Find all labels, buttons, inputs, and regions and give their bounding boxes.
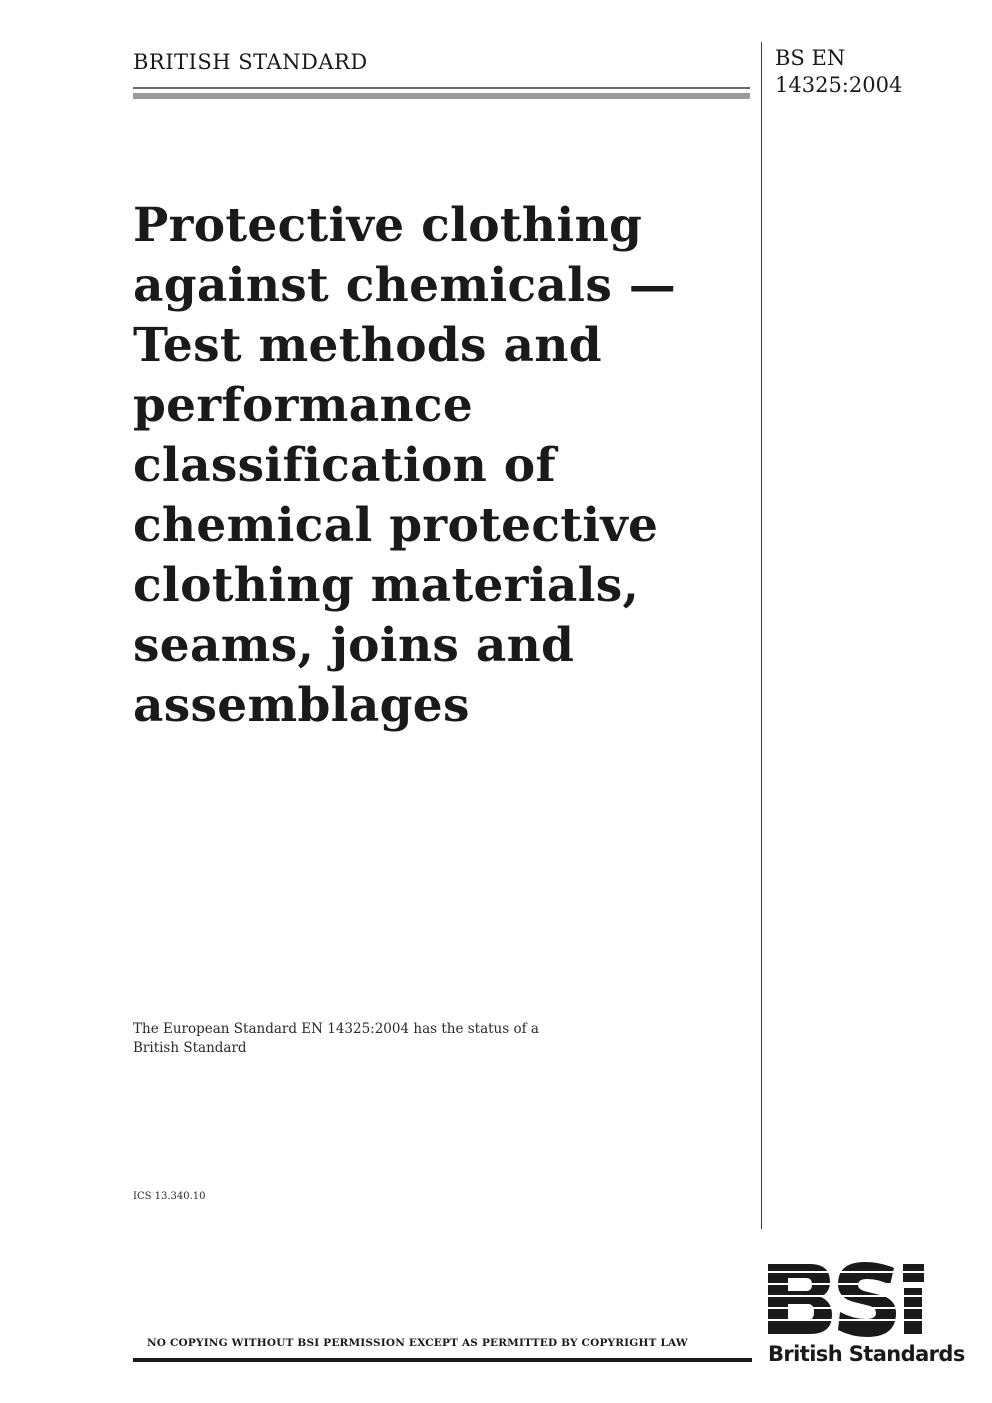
bsi-logo-caption: British Standards: [768, 1342, 965, 1366]
title-line: Protective clothing: [133, 198, 643, 253]
title-line: seams, joins and: [133, 618, 575, 673]
header-rule-thin: [133, 87, 750, 89]
footer-rule: [133, 1358, 752, 1362]
bsi-logo: [764, 1258, 965, 1372]
document-number-line-2: 14325:2004: [775, 73, 903, 97]
title-line: assemblages: [133, 678, 470, 733]
document-number: [775, 45, 902, 99]
status-note-line-2: British Standard: [133, 1040, 247, 1056]
document-number-line-1: BS EN: [775, 46, 846, 70]
copyright-notice: NO COPYING WITHOUT BSI PERMISSION EXCEPT AS PERMITTED BY COPYRIGHT LAW: [147, 1337, 688, 1349]
title-line: performance: [133, 378, 474, 433]
title-line: classification of: [133, 438, 556, 493]
header-rule-thick: [133, 93, 750, 99]
status-note: [133, 1020, 539, 1058]
vertical-divider: [761, 42, 762, 1229]
bsi-logo-mark-icon: [766, 1258, 946, 1340]
title-line: chemical protective: [133, 498, 659, 553]
standard-type-label: BRITISH STANDARD: [133, 50, 368, 74]
title-line: Test methods and: [133, 318, 602, 373]
title-line: against chemicals —: [133, 258, 677, 313]
status-note-line-1: The European Standard EN 14325:2004 has the status of a: [133, 1021, 539, 1037]
document-title: [133, 196, 743, 736]
ics-code: ICS 13.340.10: [133, 1191, 206, 1202]
title-line: clothing materials,: [133, 558, 640, 613]
